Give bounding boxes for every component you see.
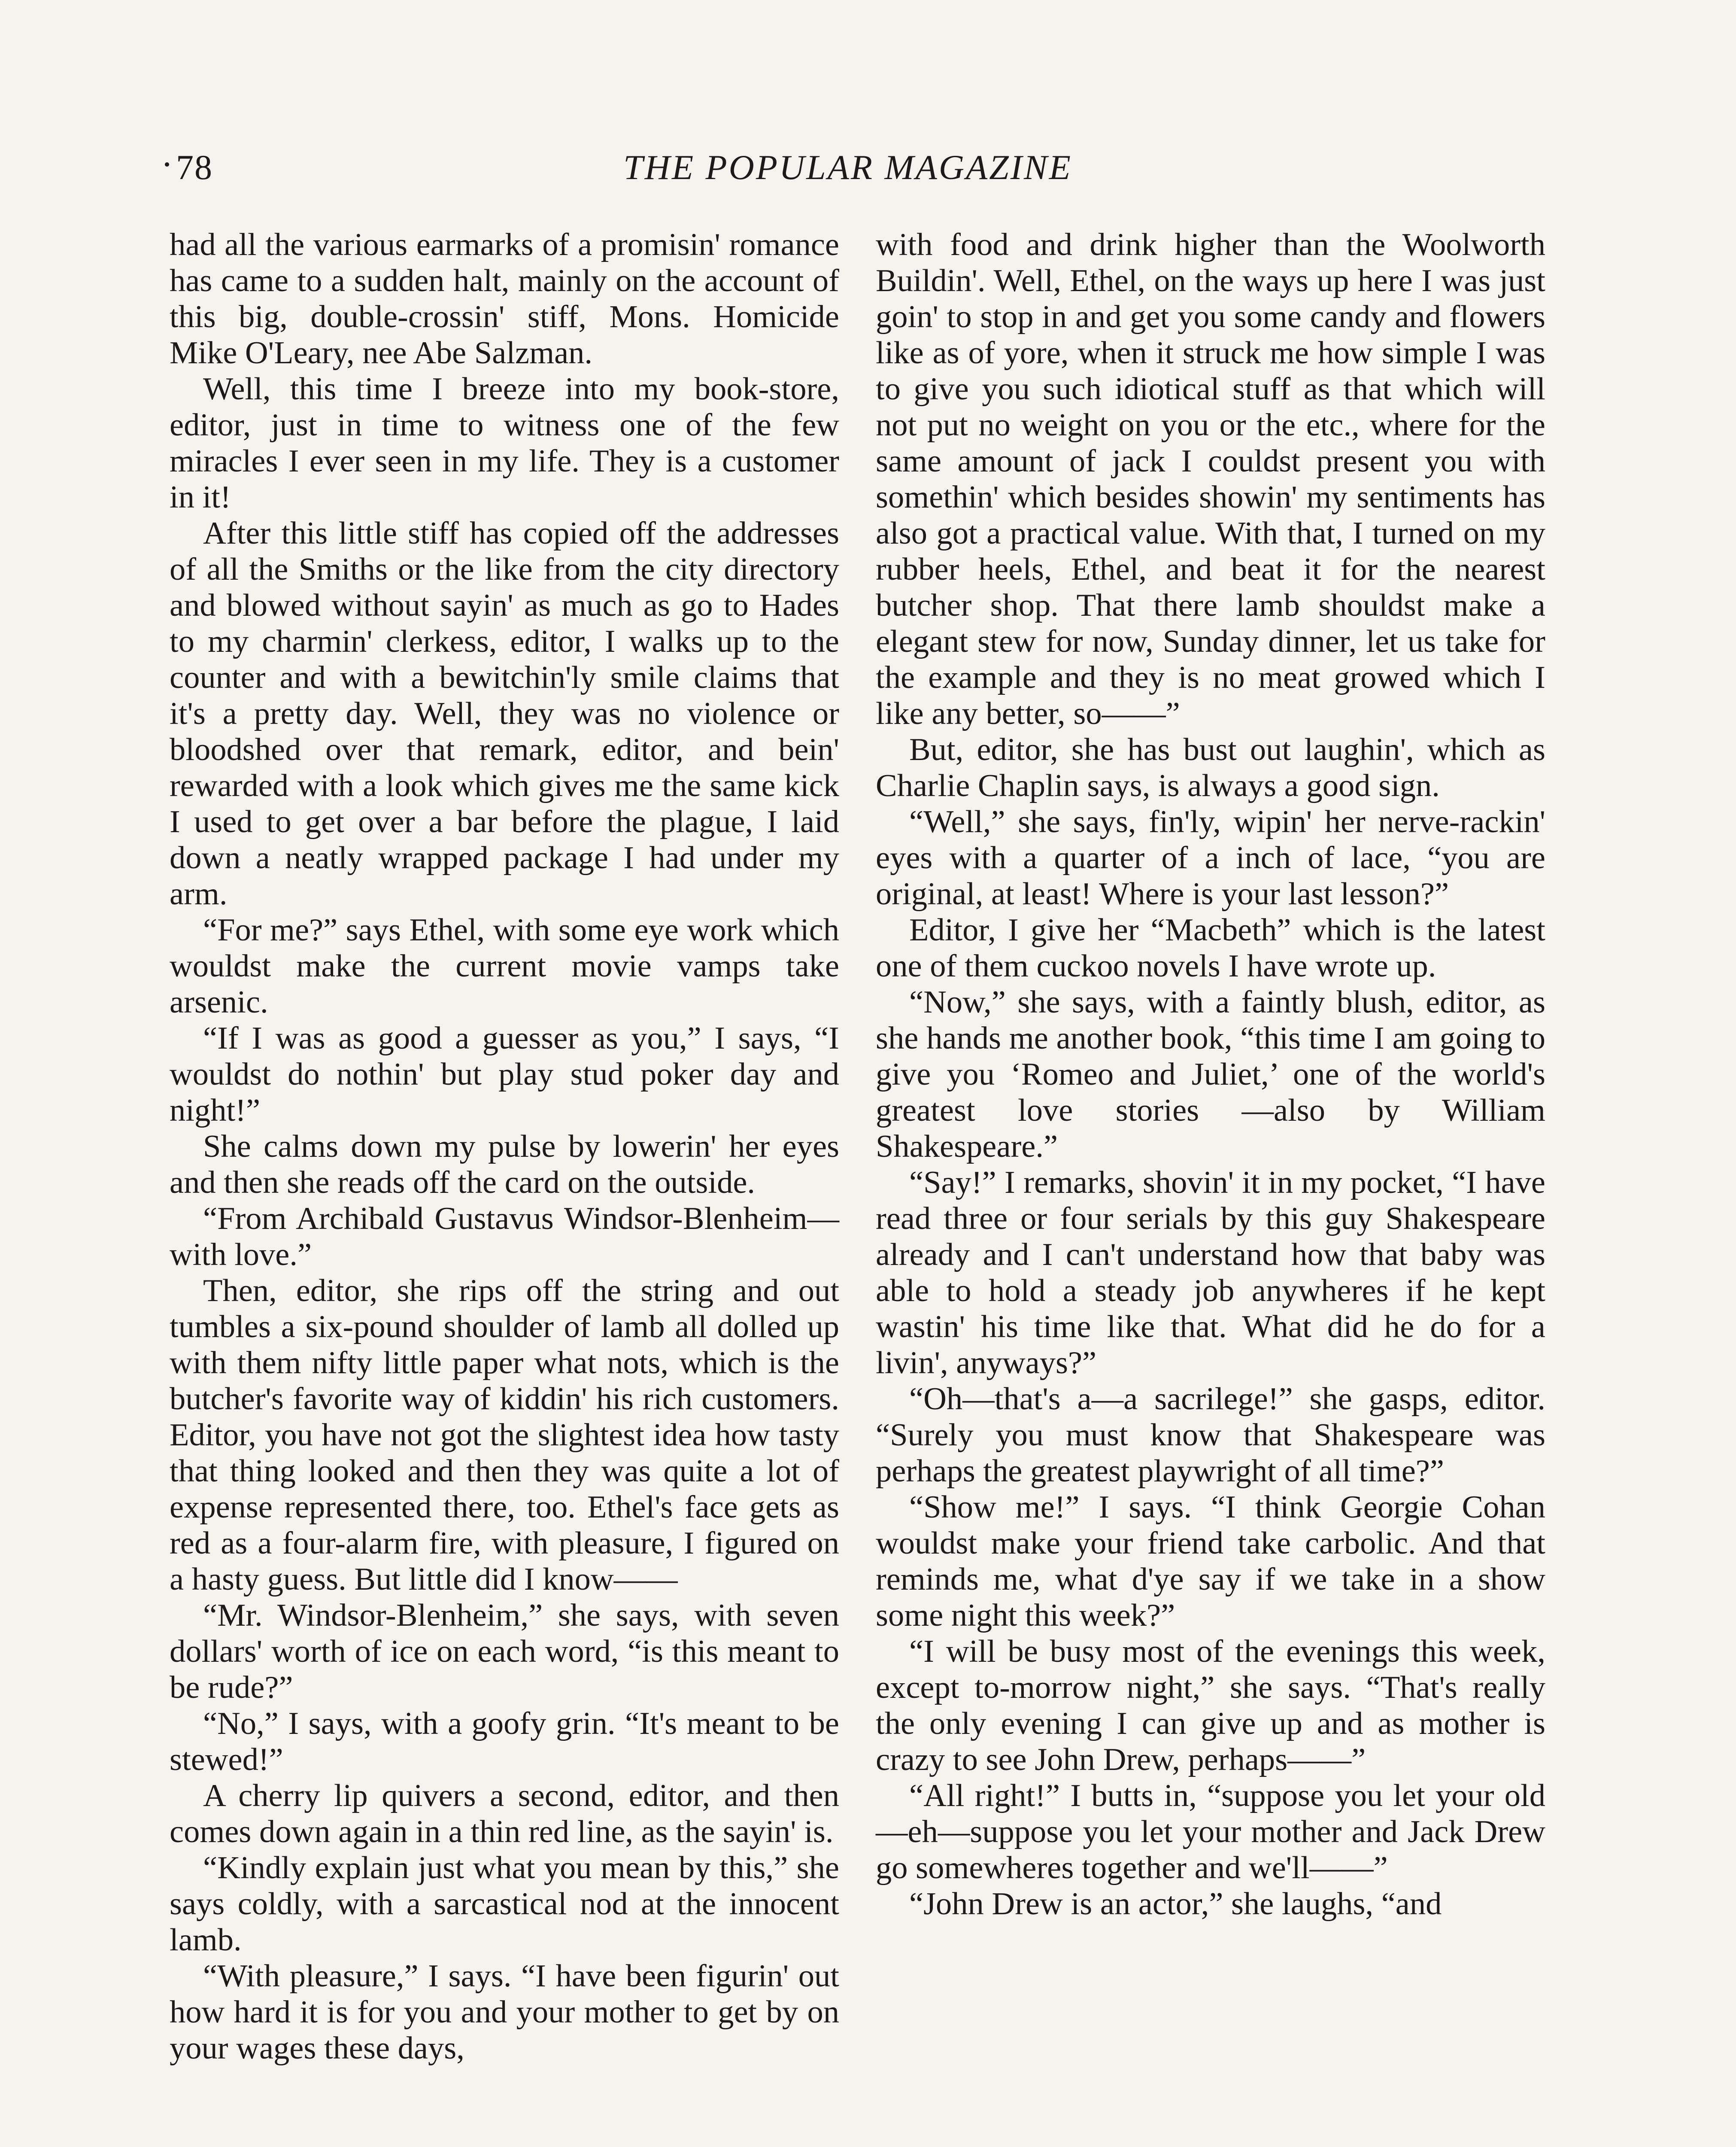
paragraph: Well, this time I breeze into my book-store, editor, just in time to witness one of the few miracles I ever seen in my life. They is a customer in it! <box>170 371 839 515</box>
paragraph: “No,” I says, with a goofy grin. “It's meant to be stewed!” <box>170 1706 839 1777</box>
paragraph: “Mr. Windsor-Blenheim,” she says, with seven dollars' worth of ice on each word, “is this meant to be rude?” <box>170 1598 839 1705</box>
paragraph: “For me?” says Ethel, with some eye work which wouldst make the current movie vamps take arsenic. <box>170 912 839 1020</box>
paragraph: “I will be busy most of the evenings this week, except to-morrow night,” she says. “That's really the only evening I can give up and as mother is crazy to see John Drew, perhaps——” <box>876 1634 1545 1777</box>
paragraph: “Say!” I remarks, shovin' it in my pocket, “I have read three or four serials by this guy Shakespeare already and I can't understand how that baby was able to hold a steady job anywheres if he kept wastin' his time like that. What did he do for a livin', anyways?” <box>876 1165 1545 1381</box>
paragraph: “John Drew is an actor,” she laughs, “and <box>909 1886 1442 1922</box>
paragraph: “From Archibald Gustavus Windsor-Blenheim—with love.” <box>170 1201 839 1272</box>
paragraph: with food and drink higher than the Woolworth Buildin'. Well, Ethel, on the ways up here I was just goin' to stop in and get you some candy and flowers like as of yore, when it struck me how simple I was to give you such idiotical stuff as that which will not put no weight on you or the etc., where for the same amount of jack I couldst present you with somethin' which besides showin' my sentiments has also got a practical value. With that, I turned on my rubber heels, Ethel, and beat it for the nearest butcher shop. That there lamb shouldst make a elegant stew for now, Sunday dinner, let us take for the example and they is no meat growed which I like any better, so——” <box>876 227 1545 731</box>
paragraph: “Well,” she says, fin'ly, wipin' her nerve-rackin' eyes with a quarter of a inch of lace, “you are original, at least! Where is your last lesson?” <box>876 804 1545 912</box>
paragraph: “If I was as good a guesser as you,” I says, “I wouldst do nothin' but play stud poker day and night!” <box>170 1021 839 1128</box>
paragraph: A cherry lip quivers a second, editor, and then comes down again in a thin red line, as the sayin' is. <box>170 1778 839 1849</box>
paragraph: “Show me!” I says. “I think Georgie Cohan wouldst make your friend take carbolic. And that reminds me, what d'ye say if we take in a show some night this week?” <box>876 1490 1545 1633</box>
page-header <box>129 146 1567 193</box>
paragraph: had all the various earmarks of a promisin' romance has came to a sudden halt, mainly on the account of this big, double-crossin' stiff, Mons. Homicide Mike O'Leary, nee Abe Salzman. <box>170 227 839 371</box>
paragraph: Editor, I give her “Macbeth” which is the latest one of them cuckoo novels I have wrote up. <box>876 912 1545 984</box>
left-column <box>170 227 839 2066</box>
page-number: 78 <box>176 146 213 189</box>
running-head: THE POPULAR MAGAZINE <box>623 148 1072 187</box>
paragraph: “All right!” I butts in, “suppose you let your old—eh—suppose you let your mother and Jack Drew go somewheres together and we'll——” <box>876 1778 1545 1885</box>
paragraph: “Kindly explain just what you mean by this,” she says coldly, with a sarcastical nod at the innocent lamb. <box>170 1850 839 1958</box>
paragraph: But, editor, she has bust out laughin', which as Charlie Chaplin says, is always a good sign. <box>876 732 1545 803</box>
paragraph: After this little stiff has copied off the addresses of all the Smiths or the like from the city directory and blowed without sayin' as much as go to Hades to my charmin' clerkess, editor, I walks up to the counter and with a bewitchin'ly smile claims that it's a pretty day. Well, they was no violence or bloodshed over that remark, editor, and bein' rewarded with a look which gives me the same kick I used to get over a bar before the plague, I laid down a neatly wrapped package I had under my arm. <box>170 516 839 912</box>
paragraph: “Now,” she says, with a faintly blush, editor, as she hands me another book, “this time I am going to give you ‘Romeo and Juliet,’ one of the world's greatest love stories —also by William Shakespeare.” <box>876 985 1545 1164</box>
paragraph: Then, editor, she rips off the string and out tumbles a six-pound shoulder of lamb all dolled up with them nifty little paper what nots, which is the butcher's favorite way of kiddin' his rich customers. Editor, you have not got the slightest idea how tasty that thing looked and then they was quite a lot of expense represented there, too. Ethel's face gets as red as a four-alarm fire, with pleasure, I figured on a hasty guess. But little did I know—— <box>170 1273 839 1597</box>
paragraph: She calms down my pulse by lowerin' her eyes and then she reads off the card on the outside. <box>170 1129 839 1200</box>
paragraph: “With pleasure,” I says. “I have been figurin' out how hard it is for you and your mother to get by on your wages these days, <box>170 1958 839 2066</box>
right-column <box>876 227 1545 1922</box>
paragraph: “Oh—that's a—a sacrilege!” she gasps, editor. “Surely you must know that Shakespeare was perhaps the greatest playwright of all time?” <box>876 1381 1545 1489</box>
